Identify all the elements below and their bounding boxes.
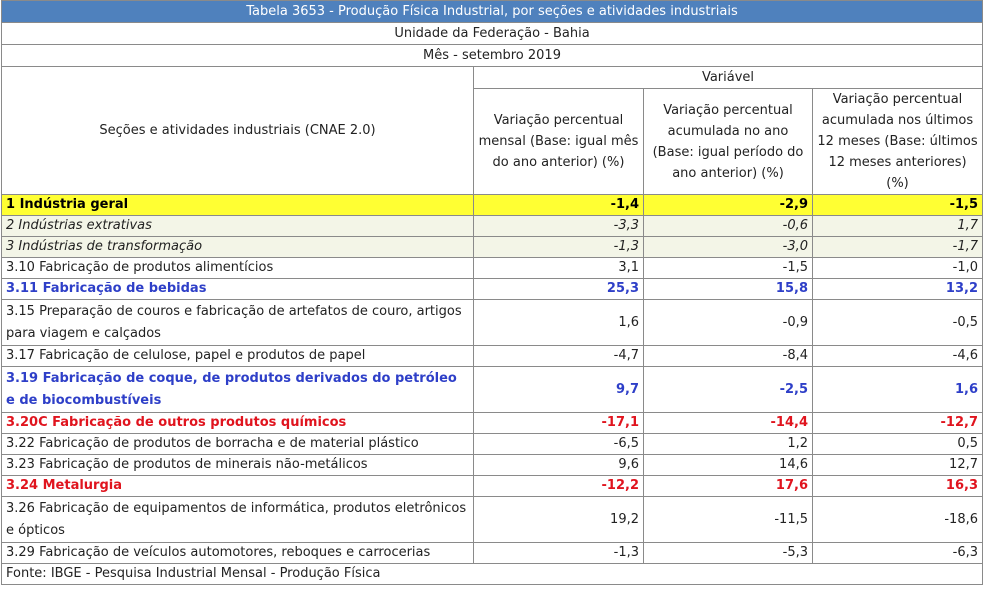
cell-12m: 12,7: [813, 455, 983, 476]
row-label: 3.19 Fabricação de coque, de produtos derivados do petróleo e de biocombustíveis: [2, 367, 474, 413]
table-row: [2, 279, 983, 300]
cell-ytd: -3,0: [644, 237, 813, 258]
cell-ytd: -2,9: [644, 195, 813, 216]
table-row: [2, 346, 983, 367]
variable-header: Variável: [474, 67, 983, 89]
cell-12m: -1,5: [813, 195, 983, 216]
row-label: 3.10 Fabricação de produtos alimentícios: [2, 258, 474, 279]
column-header: Variação percentual acumulada no ano (Base: igual período do ano anterior) (%): [644, 89, 813, 195]
cell-ytd: 17,6: [644, 476, 813, 497]
cell-12m: 13,2: [813, 279, 983, 300]
cell-monthly: 9,7: [474, 367, 644, 413]
period-row: [2, 45, 983, 67]
cell-ytd: -5,3: [644, 543, 813, 564]
cell-12m: 0,5: [813, 434, 983, 455]
table-title: Tabela 3653 - Produção Física Industrial, por seções e atividades industriais: [2, 1, 983, 23]
cell-12m: -1,0: [813, 258, 983, 279]
cell-monthly: 9,6: [474, 455, 644, 476]
cell-monthly: 19,2: [474, 497, 644, 543]
row-label: 3.15 Preparação de couros e fabricação de artefatos de couro, artigos para viagem e calçados: [2, 300, 474, 346]
cell-monthly: -3,3: [474, 216, 644, 237]
cell-ytd: -1,5: [644, 258, 813, 279]
table-row: [2, 367, 983, 413]
region-label: Unidade da Federação - Bahia: [2, 23, 983, 45]
table-row: [2, 258, 983, 279]
cell-monthly: 25,3: [474, 279, 644, 300]
table-row: [2, 195, 983, 216]
row-label: 3.29 Fabricação de veículos automotores, reboques e carrocerias: [2, 543, 474, 564]
table-row: [2, 497, 983, 543]
table-row: [2, 413, 983, 434]
row-label: 2 Indústrias extrativas: [2, 216, 474, 237]
table-row: [2, 300, 983, 346]
period-label: Mês - setembro 2019: [2, 45, 983, 67]
production-table: [1, 0, 983, 585]
cell-ytd: 14,6: [644, 455, 813, 476]
cell-monthly: -1,3: [474, 543, 644, 564]
title-row: [2, 1, 983, 23]
cell-12m: -18,6: [813, 497, 983, 543]
cell-12m: 16,3: [813, 476, 983, 497]
cell-monthly: 3,1: [474, 258, 644, 279]
row-label: 3.17 Fabricação de celulose, papel e produtos de papel: [2, 346, 474, 367]
table-row: [2, 216, 983, 237]
row-header: Seções e atividades industriais (CNAE 2.0): [2, 67, 474, 195]
table-row: [2, 543, 983, 564]
cell-monthly: -17,1: [474, 413, 644, 434]
row-label: 3.24 Metalurgia: [2, 476, 474, 497]
cell-ytd: 1,2: [644, 434, 813, 455]
cell-12m: -4,6: [813, 346, 983, 367]
table-row: [2, 476, 983, 497]
cell-12m: -0,5: [813, 300, 983, 346]
cell-12m: 1,6: [813, 367, 983, 413]
table-row: [2, 455, 983, 476]
cell-ytd: 15,8: [644, 279, 813, 300]
table-row: [2, 434, 983, 455]
cell-monthly: -12,2: [474, 476, 644, 497]
cell-ytd: -14,4: [644, 413, 813, 434]
row-label: 3.26 Fabricação de equipamentos de informática, produtos eletrônicos e ópticos: [2, 497, 474, 543]
cell-12m: 1,7: [813, 216, 983, 237]
cell-12m: -1,7: [813, 237, 983, 258]
row-label: 3 Indústrias de transformação: [2, 237, 474, 258]
cell-monthly: -1,3: [474, 237, 644, 258]
source-row: [2, 564, 983, 585]
cell-12m: -6,3: [813, 543, 983, 564]
cell-monthly: 1,6: [474, 300, 644, 346]
row-label: 3.23 Fabricação de produtos de minerais não-metálicos: [2, 455, 474, 476]
cell-monthly: -6,5: [474, 434, 644, 455]
row-label: 3.22 Fabricação de produtos de borracha e de material plástico: [2, 434, 474, 455]
source-note: Fonte: IBGE - Pesquisa Industrial Mensal - Produção Física: [2, 564, 983, 585]
row-label: 1 Indústria geral: [2, 195, 474, 216]
cell-ytd: -2,5: [644, 367, 813, 413]
variable-row: [2, 67, 983, 89]
cell-monthly: -1,4: [474, 195, 644, 216]
row-label: 3.11 Fabricação de bebidas: [2, 279, 474, 300]
cell-ytd: -0,9: [644, 300, 813, 346]
column-header: Variação percentual acumulada nos últimos 12 meses (Base: últimos 12 meses anteriores) (%): [813, 89, 983, 195]
cell-ytd: -11,5: [644, 497, 813, 543]
table-row: [2, 237, 983, 258]
column-header: Variação percentual mensal (Base: igual mês do ano anterior) (%): [474, 89, 644, 195]
region-row: [2, 23, 983, 45]
cell-monthly: -4,7: [474, 346, 644, 367]
row-label: 3.20C Fabricação de outros produtos químicos: [2, 413, 474, 434]
cell-12m: -12,7: [813, 413, 983, 434]
cell-ytd: -8,4: [644, 346, 813, 367]
cell-ytd: -0,6: [644, 216, 813, 237]
